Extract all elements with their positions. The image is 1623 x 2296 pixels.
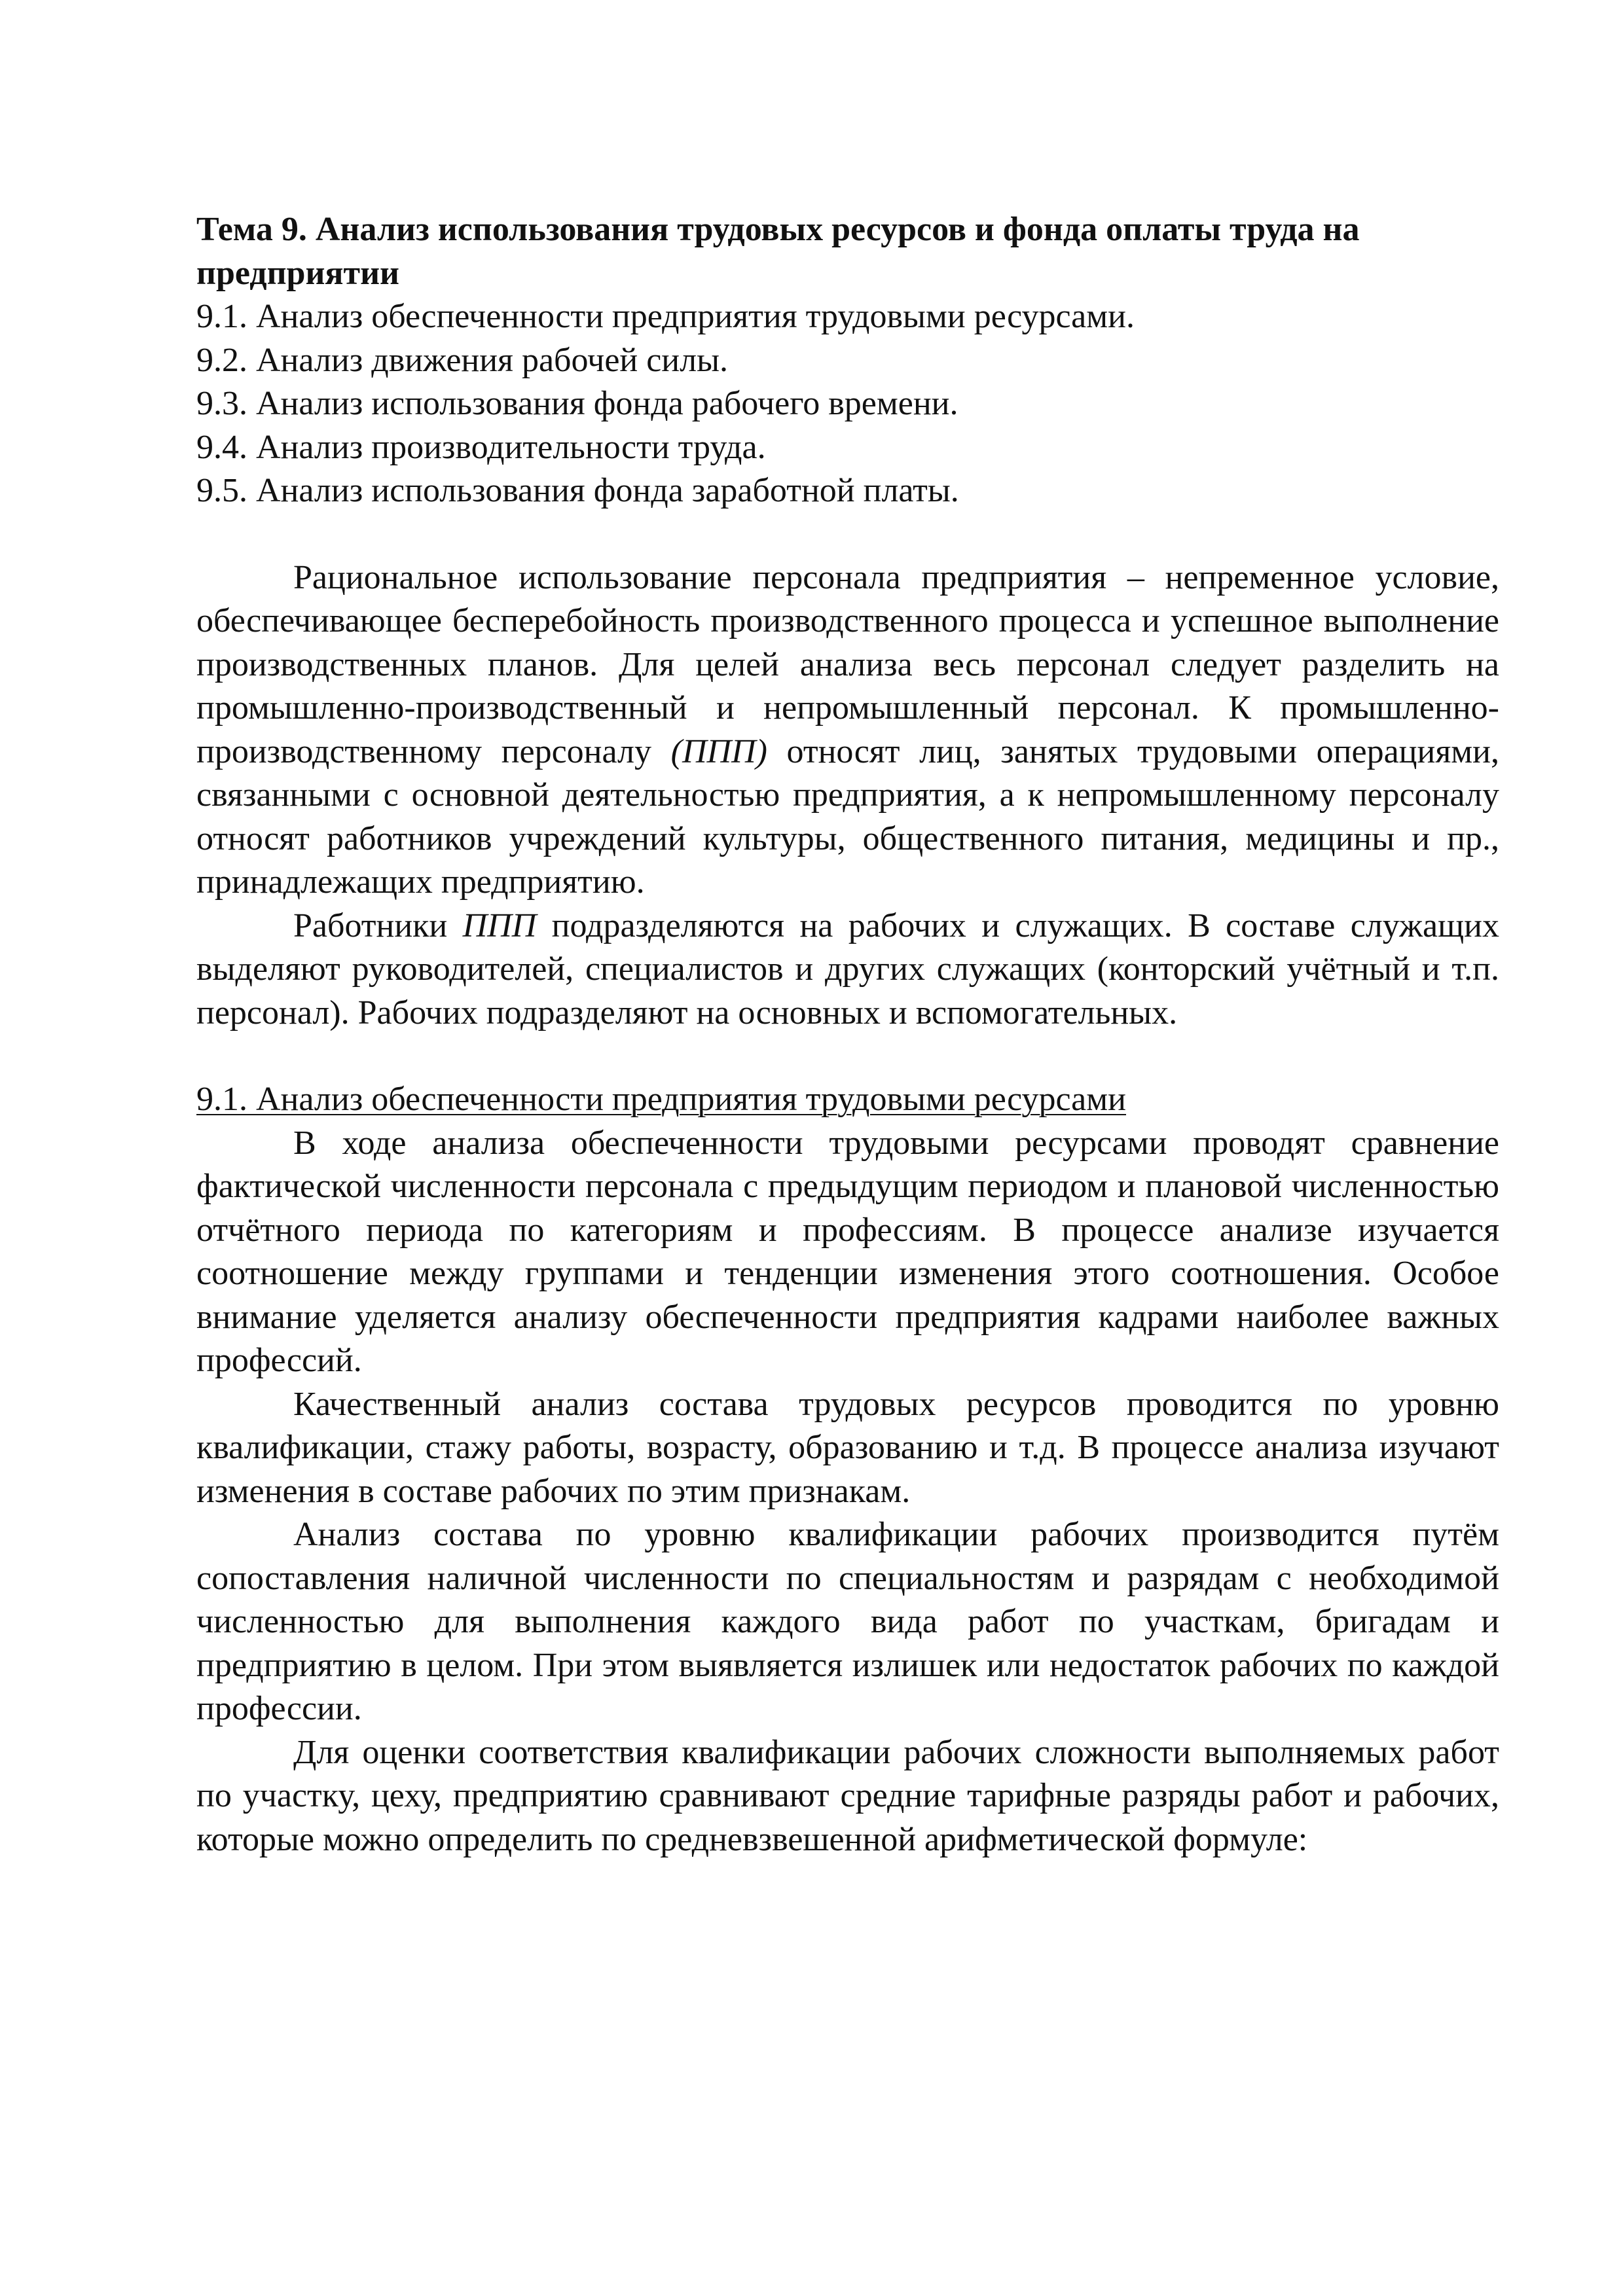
outline-item: 9.3. Анализ использования фонда рабочего времени.	[196, 385, 958, 422]
intro-paragraph	[196, 905, 1499, 1035]
section-paragraph: Анализ состава по уровню квалификации рабочих производится путём сопоставления наличной численности по специальностям и разрядам с необходимой численностью для выполнения каждого вида работ по участкам, бригадам и предприятию в целом. При этом выявляется излишек или недостаток рабочих по каждой профессии.	[196, 1516, 1499, 1727]
outline-item: 9.1. Анализ обеспеченности предприятия трудовыми ресурсами.	[196, 298, 1135, 335]
ppp-abbreviation: ППП	[462, 906, 537, 944]
intro-paragraph	[196, 556, 1499, 905]
section-paragraph: Качественный анализ состава трудовых ресурсов проводится по уровню квалификации, стажу работы, возрасту, образованию и т.д. В процессе анализа изучают изменения в составе рабочих по этим признакам.	[196, 1385, 1499, 1510]
section-paragraph: Для оценки соответствия квалификации рабочих сложности выполняемых работ по участку, цеху, предприятию сравнивают средние тарифные разряды работ и рабочих, которые можно определить по средневзвешенной арифметической формуле:	[196, 1733, 1499, 1858]
section-paragraph: В ходе анализа обеспеченности трудовыми ресурсами проводят сравнение фактической численности персонала с предыдущим периодом и плановой численностью отчётного периода по категориям и профессиям. В процессе анализе изучается соотношение между группами и тенденции изменения этого соотношения. Особое внимание уделяется анализу обеспеченности предприятия кадрами наиболее важных профессий.	[196, 1124, 1499, 1379]
intro-text: относят лиц, занятых трудовыми операциями, связанными с основной деятельностью предприятия, а к непромышленному персоналу относят работников учреждений культуры, общественного питания, медицины и пр., принадлежащих предприятию.	[196, 732, 1499, 901]
document-page	[196, 208, 1499, 1861]
topic-outline	[196, 295, 1499, 513]
intro-text: подразделяются на рабочих и служащих. В составе служащих выделяют руководителей, специалистов и других служащих (конторский учётный и т.п. персонал). Рабочих подразделяют на основных и вспомогательных.	[196, 906, 1499, 1031]
spacer	[196, 1035, 1499, 1078]
page-title: Тема 9. Анализ использования трудовых ресурсов и фонда оплаты труда на предприятии	[196, 211, 1360, 292]
spacer	[196, 513, 1499, 556]
intro-text: Рациональное использование персонала предприятия – непременное условие, обеспечивающее бесперебойность производственного процесса и успешное выполнение производственных планов. Для целей анализа весь персонал следует разделить на промышленно-производственный и непромышленный персонал. К промышленно-производственному персоналу	[196, 558, 1499, 770]
outline-item: 9.4. Анализ производительности труда.	[196, 428, 766, 466]
outline-item: 9.2. Анализ движения рабочей силы.	[196, 341, 729, 379]
section-heading: 9.1. Анализ обеспеченности предприятия трудовыми ресурсами	[196, 1081, 1126, 1118]
outline-item: 9.5. Анализ использования фонда заработной платы.	[196, 472, 959, 509]
ppp-abbreviation: (ППП)	[670, 732, 767, 770]
intro-text: Работники	[293, 906, 463, 944]
